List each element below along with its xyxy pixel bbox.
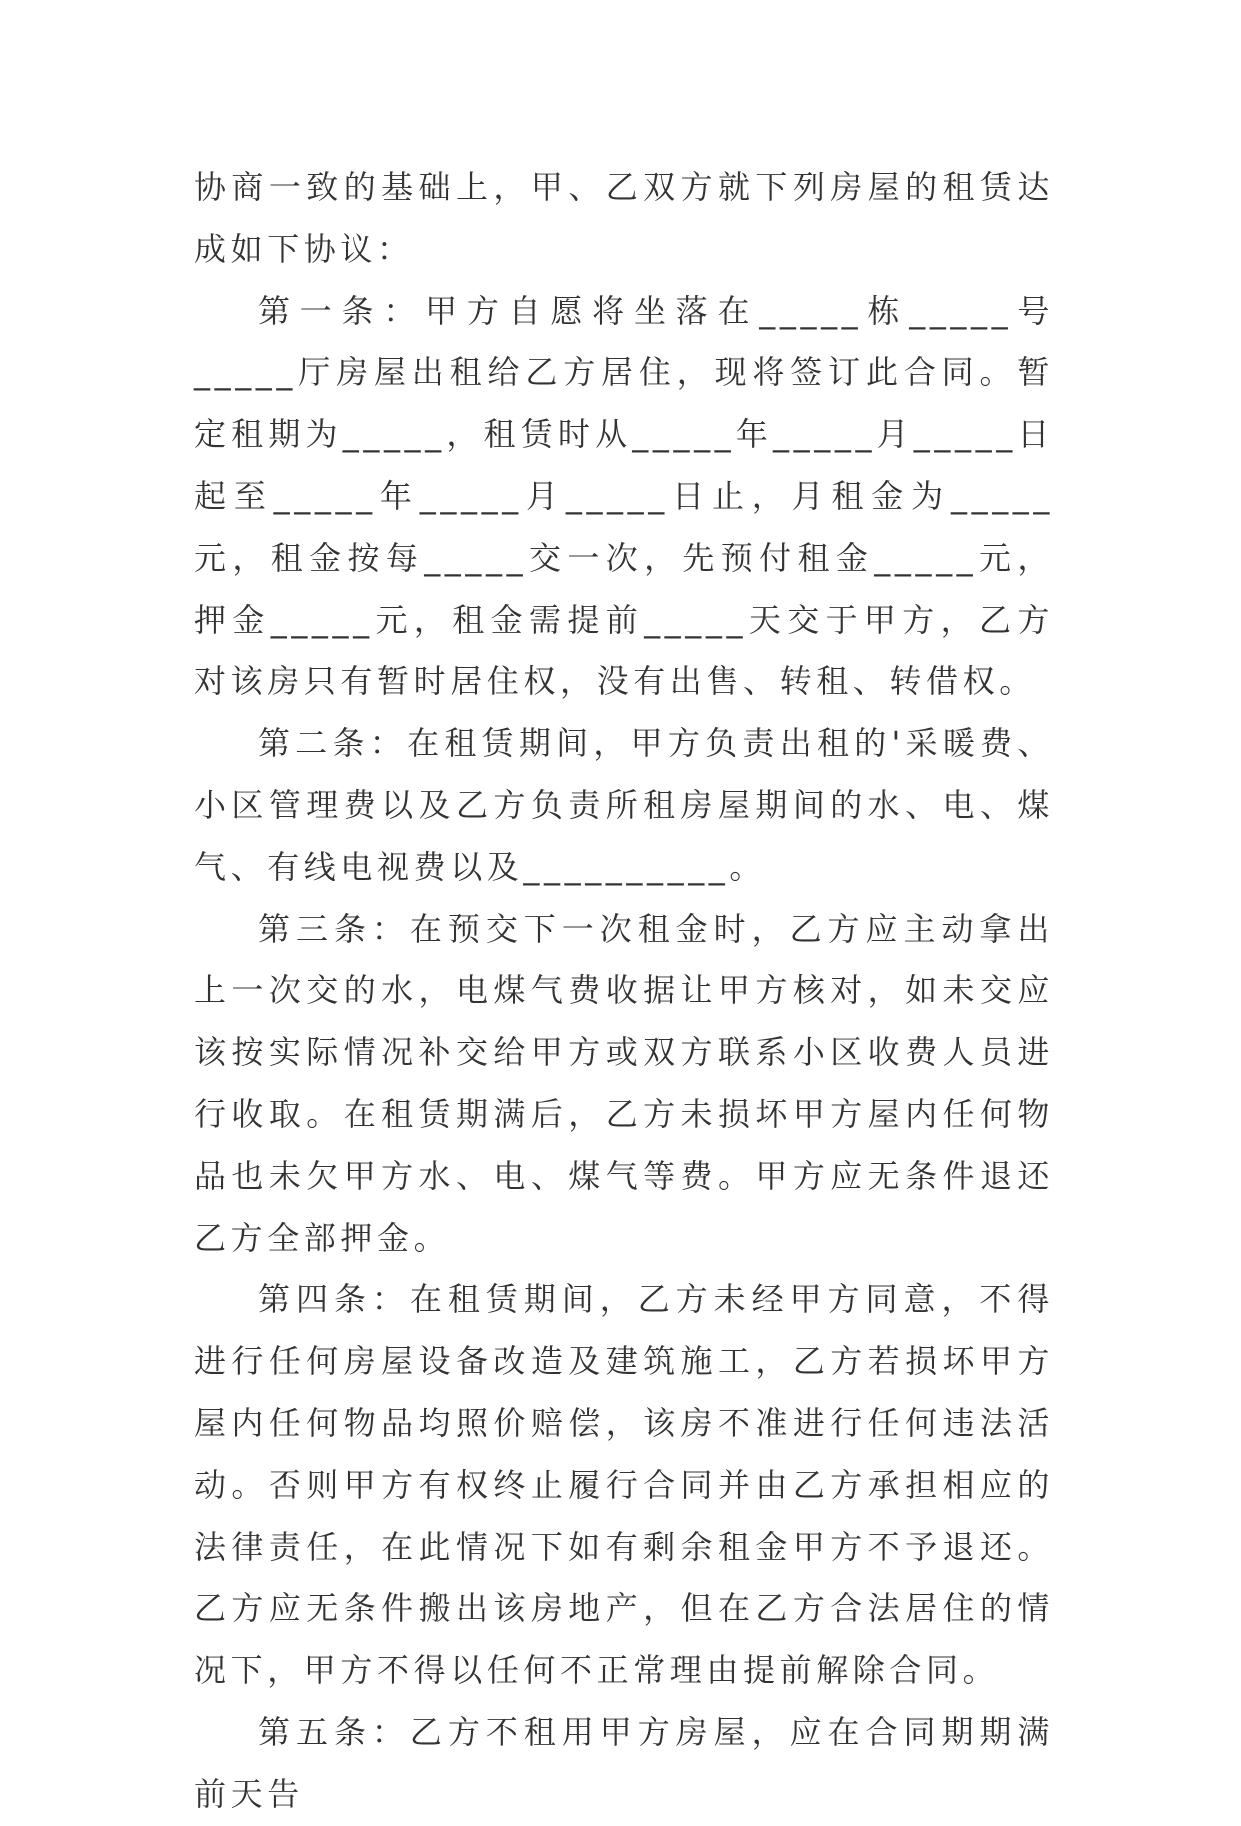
intro-paragraph: 协商一致的基础上，甲、乙双方就下列房屋的租赁达成如下协议：	[194, 168, 1054, 268]
article-2-paragraph: 第二条：在租赁期间，甲方负责出租的'采暖费、小区管理费以及乙方负责所租房屋期间的水、电、煤气、有线电视费以及__________。	[194, 724, 1054, 886]
article-1-paragraph: 第一条：甲方自愿将坐落在_____栋_____号_____厅房屋出租给乙方居住，现将签订此合同。暂定租期为_____，租赁时从_____年_____月_____日起至_____年_____月_____日止，月租金为_____元，租金按每_____交一次，先预付租金_____元，押金_____元，租金需提前_____天交于甲方，乙方对该房只有暂时居住权，没有出售、转租、转借权。	[194, 291, 1054, 701]
article-3-paragraph: 第三条：在预交下一次租金时，乙方应主动拿出上一次交的水，电煤气费收据让甲方核对，如未交应该按实际情况补交给甲方或双方联系小区收费人员进行收取。在租赁期满后，乙方未损坏甲方屋内任何物品也未欠甲方水、电、煤气等费。甲方应无条件退还乙方全部押金。	[194, 909, 1054, 1257]
contract-body	[194, 157, 1054, 1826]
article-4-paragraph: 第四条：在租赁期间，乙方未经甲方同意，不得进行任何房屋设备改造及建筑施工，乙方若损坏甲方屋内任何物品均照价赔偿，该房不准进行任何违法活动。否则甲方有权终止履行合同并由乙方承担相应的法律责任，在此情况下如有剩余租金甲方不予退还。乙方应无条件搬出该房地产，但在乙方合法居住的情况下，甲方不得以任何不正常理由提前解除合同。	[194, 1280, 1054, 1690]
article-5-paragraph: 第五条：乙方不租用甲方房屋，应在合同期期满前天告	[194, 1712, 1054, 1813]
